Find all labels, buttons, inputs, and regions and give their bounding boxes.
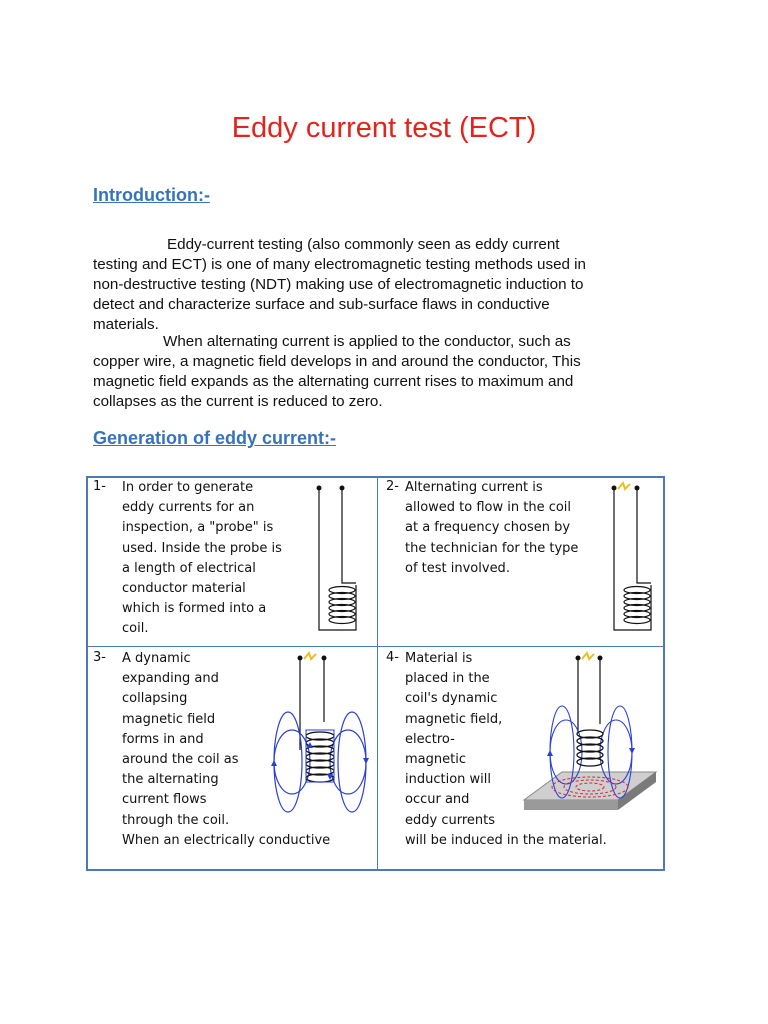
intro-p2-line-1: When alternating current is applied to the conductor, such as — [163, 333, 571, 350]
step-2-line: Alternating current is — [405, 480, 543, 495]
intro-p2-line-4: collapses as the current is reduced to zero. — [93, 393, 383, 410]
intro-p1-line-4: detect and characterize surface and sub-surface flaws in conductive — [93, 296, 550, 313]
intro-paragraph-1 — [93, 235, 673, 335]
step-4-line: placed in the — [405, 671, 490, 687]
page-title: Eddy current test (ECT) — [231, 112, 537, 144]
step-1-line: used. Inside the probe is — [122, 540, 282, 556]
step-3-line: around the coil as — [122, 752, 239, 768]
step-1-number: 1- — [93, 479, 106, 494]
step-4-line: eddy currents — [405, 812, 495, 828]
step-2-text — [405, 478, 578, 579]
step-4-line: magnetic — [405, 752, 466, 768]
step-3-line: the alternating — [122, 772, 219, 788]
step-3-line: expanding and — [122, 671, 219, 687]
step-3-line: collapsing — [122, 691, 188, 707]
induction-plate-icon — [522, 652, 657, 822]
step-2-line: allowed to flow in the coil — [405, 500, 572, 516]
step-2-line: of test involved. — [405, 560, 510, 576]
ac-coil-icon — [605, 480, 655, 635]
step-3-line: forms in and — [122, 731, 204, 747]
step-1-line: coil. — [122, 621, 149, 637]
step-4-line: magnetic field, — [405, 711, 503, 727]
table-divider-horizontal — [88, 646, 663, 647]
intro-p2-line-3: magnetic field expands as the alternating current rises to maximum and — [93, 373, 574, 390]
step-2-line: at a frequency chosen by — [405, 520, 571, 536]
step-4-number: 4- — [386, 650, 399, 665]
intro-p1-line-2: testing and ECT) is one of many electromagnetic testing methods used in — [93, 256, 587, 273]
step-4-line: coil's dynamic — [405, 691, 498, 707]
intro-p2-line-2: copper wire, a magnetic field develops in and around the conductor, This — [93, 353, 581, 370]
step-4-line: electro- — [405, 731, 455, 747]
intro-p1-line-1: Eddy-current testing (also commonly seen as eddy current — [167, 236, 560, 253]
step-4-line: Material is — [405, 651, 473, 666]
step-3-line: When an electrically conductive — [122, 832, 331, 848]
step-1-line: a length of electrical — [122, 560, 256, 576]
step-2-line: the technician for the type — [405, 540, 579, 556]
generation-heading: Generation of eddy current:- — [93, 428, 337, 448]
step-1-line: conductor material — [122, 581, 246, 597]
magnetic-field-coil-icon — [272, 652, 372, 822]
step-1-line: inspection, a "probe" is — [122, 520, 274, 536]
step-1-text — [122, 478, 282, 640]
table-divider-vertical — [377, 478, 378, 869]
step-3-number: 3- — [93, 650, 106, 665]
probe-coil-icon — [312, 480, 362, 635]
intro-p1-line-5: materials. — [93, 316, 159, 333]
step-3-line: magnetic field — [122, 711, 216, 727]
intro-heading: Introduction:- — [93, 185, 210, 205]
step-4-line: will be induced in the material. — [405, 832, 607, 848]
step-4-line: induction will — [405, 772, 491, 788]
step-1-line: which is formed into a — [122, 601, 267, 617]
step-1-line: In order to generate — [122, 480, 254, 495]
step-2-number: 2- — [386, 479, 399, 494]
intro-paragraph-2 — [93, 332, 673, 412]
step-3-line: current flows — [122, 792, 207, 808]
intro-p1-line-3: non-destructive testing (NDT) making use of electromagnetic induction to — [93, 276, 584, 293]
step-4-line: occur and — [405, 792, 470, 808]
step-3-line: A dynamic — [122, 651, 191, 666]
step-1-line: eddy currents for an — [122, 500, 255, 516]
step-3-line: through the coil. — [122, 812, 230, 828]
